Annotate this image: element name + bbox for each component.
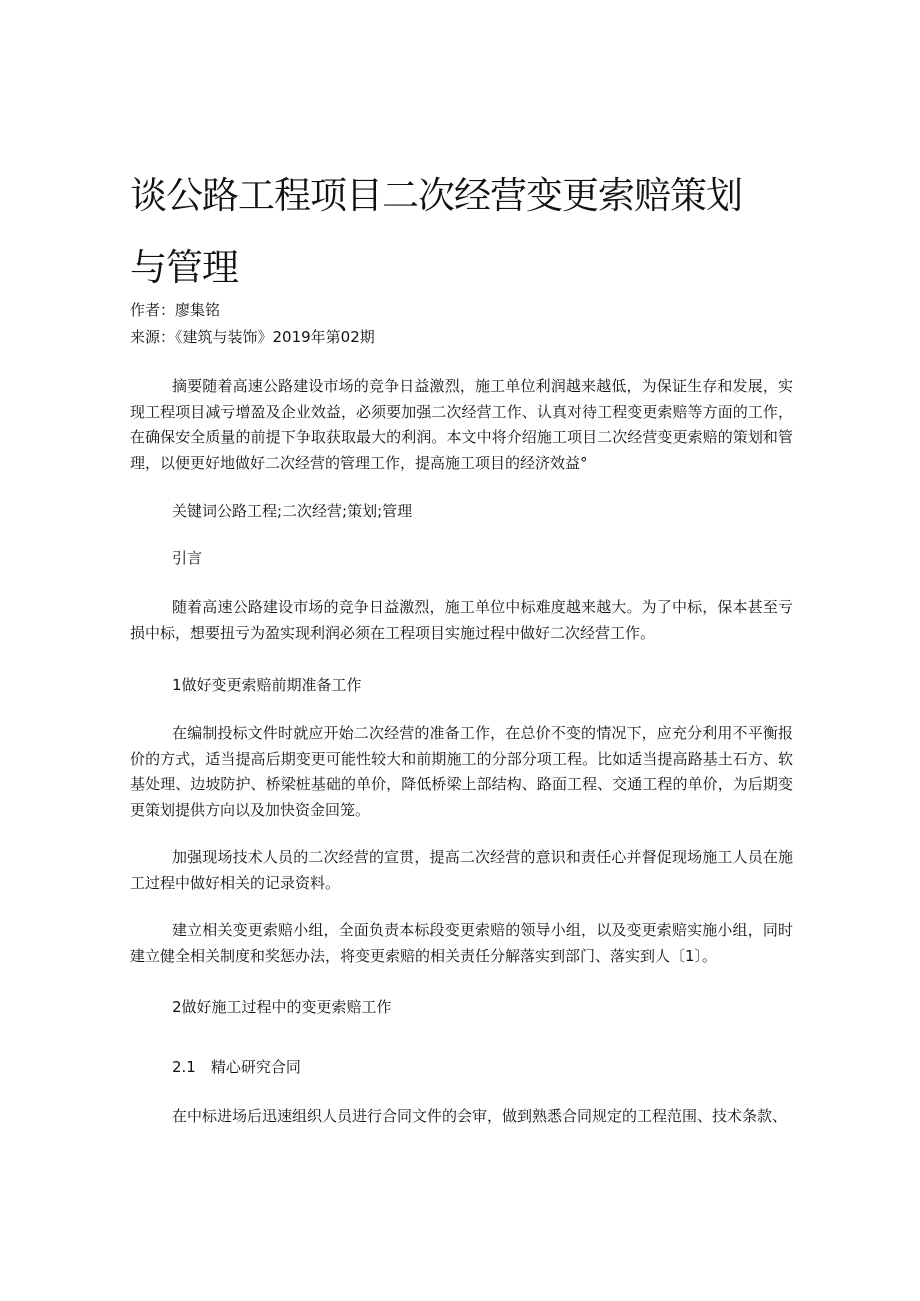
abstract-paragraph: 摘要随着高速公路建设市场的竞争日益激烈，施工单位利润越来越低，为保证生存和发展，实现工程项目减亏增盈及企业效益，必须要加强二次经营工作、认真对待工程变更索赔等方面的工作，在确保安全质量的前提下争取获取最大的利润。本文中将介绍施工项目二次经营变更索赔的策划和管理，以便更好地做好二次经营的管理工作，提高施工项目的经济效益° bbox=[130, 377, 793, 472]
section-1-paragraph-3: 建立相关变更索赔小组，全面负责本标段变更索赔的领导小组，以及变更索赔实施小组，同时建立健全相关制度和奖惩办法，将变更索赔的相关责任分解落实到部门、落实到人〔1〕。 bbox=[130, 921, 793, 965]
article-title: 谈公路工程项目二次经营变更索赔策划与管理 bbox=[130, 174, 742, 289]
subsection-2-1-paragraph: 在中标进场后迅速组织人员进行合同文件的会审，做到熟悉合同规定的工程范围、技术条款、 bbox=[172, 1107, 788, 1125]
source-line: 来源：《建筑与装饰》2019年第02期 bbox=[130, 328, 375, 346]
section-1-paragraph-2: 加强现场技术人员的二次经营的宣贯，提高二次经营的意识和责任心并督促现场施工人员在施工过程中做好相关的记录资料。 bbox=[130, 848, 793, 892]
subsection-heading-2-1: 2.1 精心研究合同 bbox=[172, 1058, 301, 1076]
section-heading-2: 2做好施工过程中的变更索赔工作 bbox=[172, 998, 392, 1016]
keywords-line: 关键词公路工程;二次经营;策划;管理 bbox=[172, 502, 413, 520]
section-heading-intro: 引言 bbox=[172, 549, 203, 567]
author-line: 作者：廖集铭 bbox=[130, 301, 221, 319]
intro-paragraph: 随着高速公路建设市场的竞争日益激烈，施工单位中标难度越来越大。为了中标，保本甚至亏损中标，想要扭亏为盈实现利润必须在工程项目实施过程中做好二次经营工作。 bbox=[130, 598, 793, 642]
section-1-paragraph-1: 在编制投标文件时就应开始二次经营的准备工作，在总价不变的情况下，应充分利用不平衡报价的方式，适当提高后期变更可能性较大和前期施工的分部分项工程。比如适当提高路基土石方、软基处理、边坡防护、桥梁桩基础的单价，降低桥梁上部结构、路面工程、交通工程的单价，为后期变更策划提供方向以及加快资金回笼。 bbox=[130, 724, 793, 819]
section-heading-1: 1做好变更索赔前期准备工作 bbox=[172, 676, 362, 694]
